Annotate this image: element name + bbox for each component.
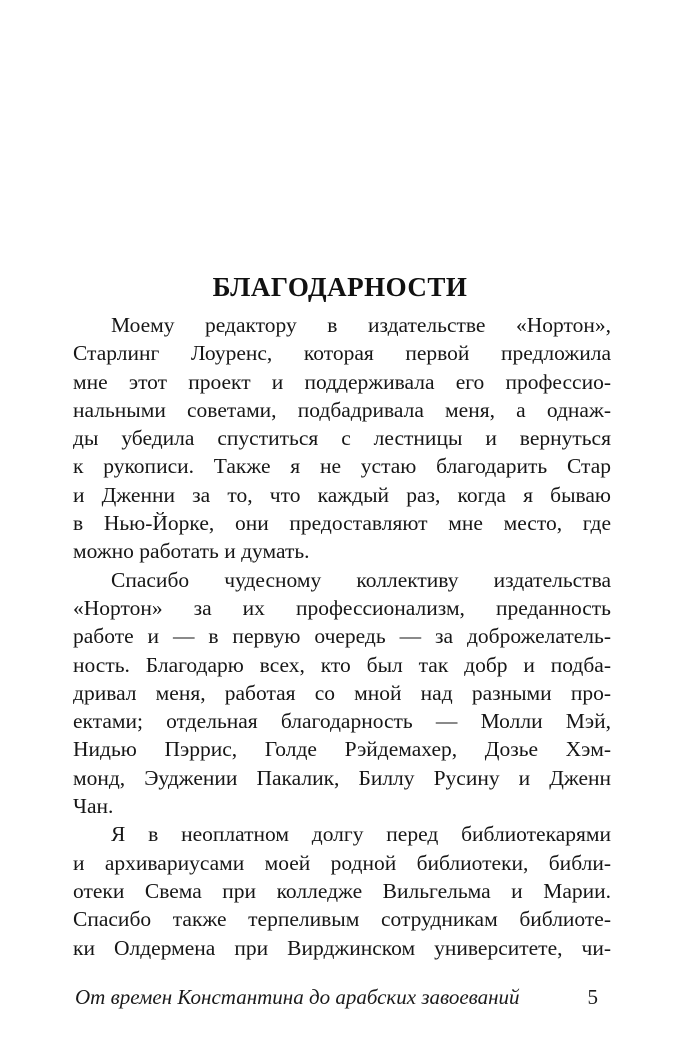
body-line: Моему редактору в издательстве «Нортон», bbox=[111, 313, 611, 337]
body-line: и Дженни за то, что каждый раз, когда я бываю bbox=[73, 482, 611, 507]
body-line: ность. Благодарю всех, кто был так добр и подба- bbox=[73, 652, 611, 677]
body-line: ки Олдермена при Вирджинском университете, чи- bbox=[73, 935, 611, 960]
body-line: Старлинг Лоуренс, которая первой предложила bbox=[73, 341, 611, 366]
body-line: работе и — в первую очередь — за доброжелатель- bbox=[73, 624, 611, 649]
body-line: ектами; отдельная благодарность — Молли Мэй, bbox=[73, 709, 611, 734]
body-line: и архивариусами моей родной библиотеки, библи- bbox=[73, 850, 611, 875]
body-line: отеки Свема при колледже Вильгельма и Марии. bbox=[73, 878, 611, 903]
body-line: мне этот проект и поддерживала его профессио- bbox=[73, 369, 611, 394]
body-line: ды убедила спуститься с лестницы и вернуться bbox=[73, 426, 611, 451]
body-line: монд, Эуджении Пакалик, Биллу Русину и Дженн bbox=[73, 765, 611, 790]
body-line: Я в неоплатном долгу перед библиотекарями bbox=[111, 822, 611, 847]
body-line: нальными советами, подбадривала меня, а однаж- bbox=[73, 397, 611, 422]
body-line: к рукописи. Также я не устаю благодарить Стар bbox=[73, 454, 611, 479]
running-footer bbox=[75, 985, 598, 1010]
body-line: дривал меня, работая со мной над разными про- bbox=[73, 680, 611, 705]
body-line: можно работать и думать. bbox=[73, 539, 310, 564]
running-title: От времен Константина до арабских завоеваний bbox=[75, 985, 520, 1009]
chapter-title: БЛАГОДАРНОСТИ bbox=[212, 272, 468, 303]
body-line: Спасибо чудесному коллективу издательства bbox=[111, 567, 611, 592]
body-line: в Нью-Йорке, они предоставляют мне место, где bbox=[73, 511, 611, 536]
body-line: Спасибо также терпеливым сотрудникам библиоте- bbox=[73, 907, 611, 932]
body-line: Нидью Пэррис, Голде Рэйдемахер, Дозье Хэм- bbox=[73, 737, 611, 762]
body-line: «Нортон» за их профессионализм, преданность bbox=[73, 595, 611, 620]
page-number: 5 bbox=[587, 985, 598, 1009]
body-text bbox=[73, 311, 611, 962]
body-line: Чан. bbox=[73, 794, 114, 819]
